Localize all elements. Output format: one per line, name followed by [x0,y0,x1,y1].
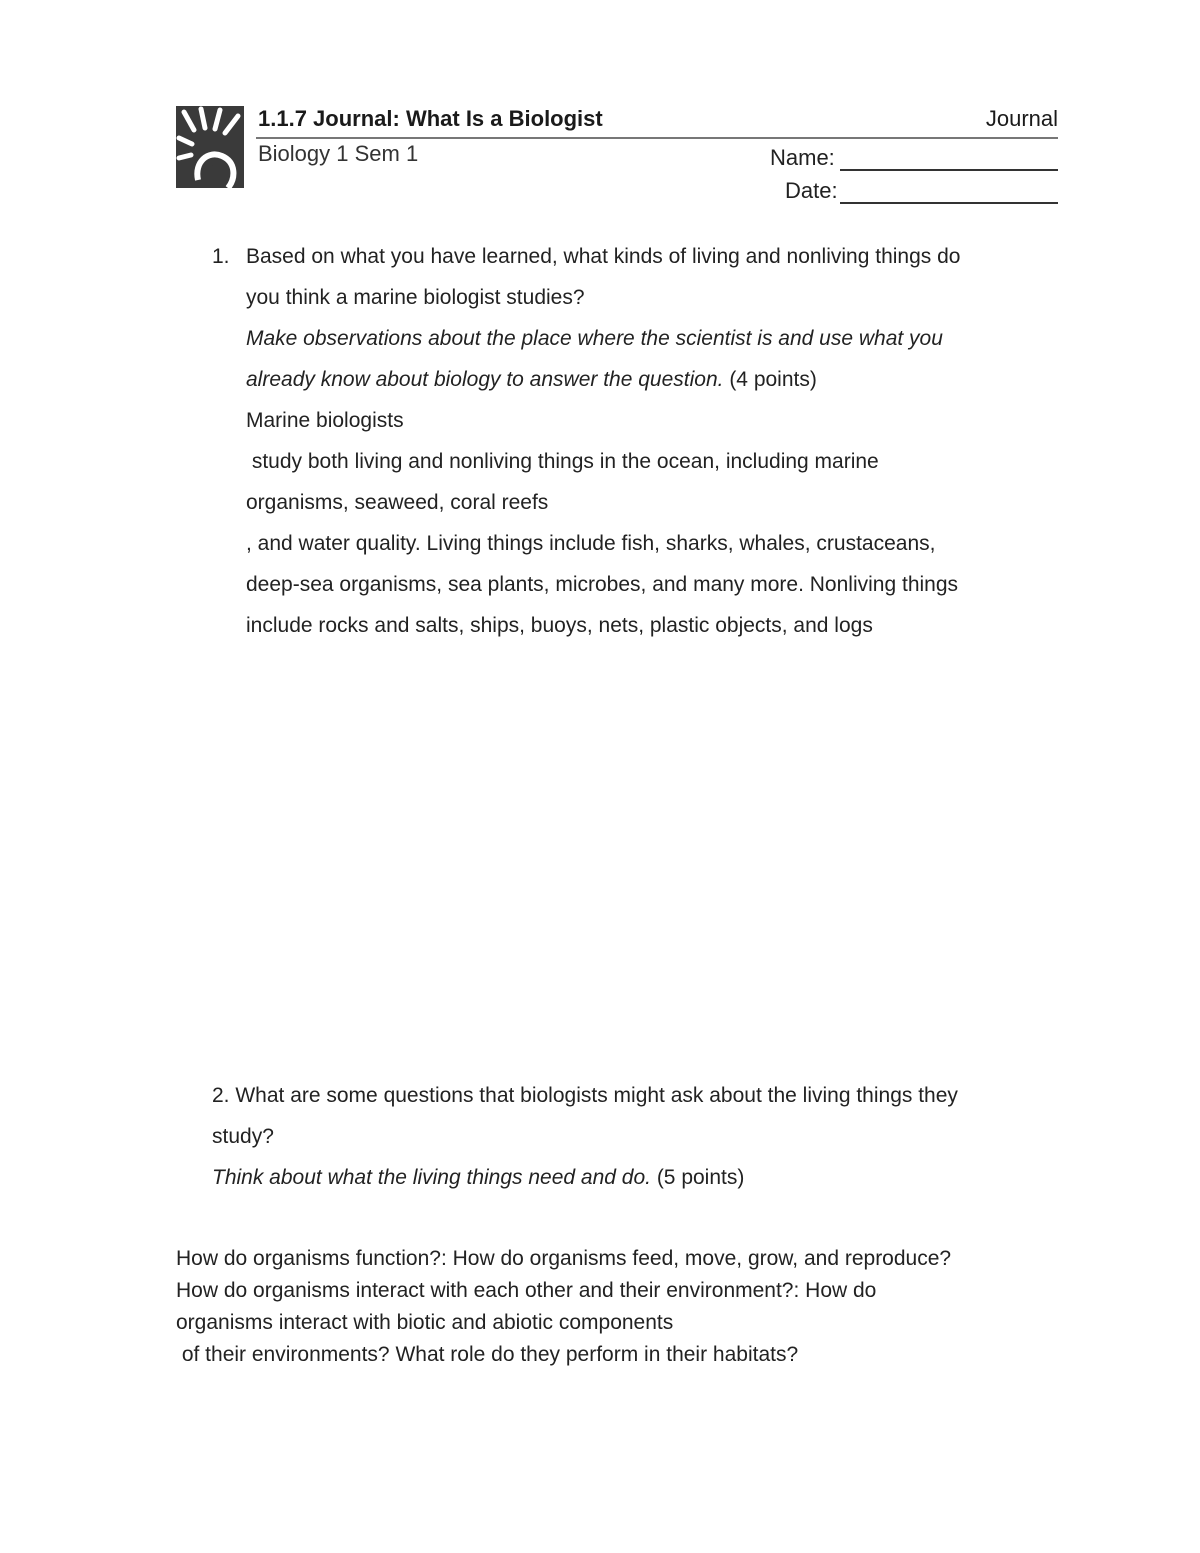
question-1-prompt-line: Based on what you have learned, what kinds of living and nonliving things do [246,245,961,268]
answer-1-line: organisms, seaweed, coral reefs [246,491,549,514]
question-1-prompt-line: you think a marine biologist studies? [246,286,585,309]
header-divider [256,137,1058,139]
answer-1-line: Marine biologists [246,409,404,432]
course-label: Biology 1 Sem 1 [258,141,419,166]
answer-1-line: study both living and nonliving things in the ocean, including marine [246,450,879,473]
answer-2-line: How do organisms interact with each other and their environment?: How do [176,1279,877,1302]
question-2-instruction: Think about what the living things need and do. [212,1166,651,1189]
question-1-instruction-line: Make observations about the place where the scientist is and use what you [246,327,943,350]
name-field[interactable] [840,169,1058,171]
date-field[interactable] [840,202,1058,204]
question-2 [212,1075,958,1198]
question-2-prompt-line: 2. What are some questions that biologists might ask about the living things they [212,1084,958,1107]
answer-2-line: How do organisms function?: How do organisms feed, move, grow, and reproduce? [176,1247,952,1270]
answer-2-line: organisms interact with biotic and abiotic components [176,1311,674,1334]
question-1-instruction-line: already know about biology to answer the question. [246,368,724,391]
question-2-points: (5 points) [650,1166,745,1189]
question-1-points: (4 points) [723,368,817,391]
document-type-label: Journal [985,106,1058,131]
answer-1-line: , and water quality. Living things include fish, sharks, whales, crustaceans, [246,532,936,555]
answer-1-line: deep-sea organisms, sea plants, microbes, and many more. Nonliving things [246,573,959,596]
question-1 [246,236,960,646]
sunburst-logo-icon [176,106,244,188]
answer-1-line: include rocks and salts, ships, buoys, nets, plastic objects, and logs [246,614,873,637]
question-2-prompt-line: study? [212,1125,274,1148]
date-label: Date: [785,178,838,203]
name-label: Name: [770,145,835,170]
answer-2 [176,1243,951,1371]
page-title: 1.1.7 Journal: What Is a Biologist [258,106,603,131]
question-1-number: 1. [212,245,230,268]
answer-2-line: of their environments? What role do they perform in their habitats? [176,1343,799,1366]
